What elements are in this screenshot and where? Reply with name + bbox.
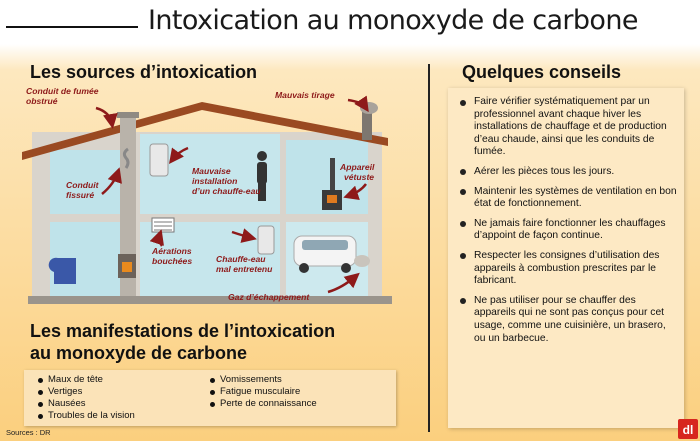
symptom-item: Perte de connaissance [208,398,317,410]
tip-text: Maintenir les systèmes de ventilation en bon état de fonctionnement. [474,185,677,210]
tip-item [460,96,678,159]
tips-box [448,88,684,428]
manifestations-heading-line1: Les manifestations de l’intoxication [30,321,336,341]
label-aerations: Aérations bouchées [152,246,193,266]
symptoms-box [24,370,396,426]
tip-text: Ne jamais faire fonctionner les chauffages d’appoint de façon continue. [474,217,666,242]
tip-text: Aérer les pièces tous les jours. [474,165,615,177]
person-body [257,162,267,184]
label-mauvais-tirage: Mauvais tirage [275,90,335,100]
tip-item [460,186,678,211]
bullet-icon [460,169,466,175]
ground-floor-slab [28,296,392,304]
bullet-icon [460,100,466,106]
conseils-heading: Quelques conseils [462,62,622,82]
tip-item [460,295,678,345]
page-title: Intoxication au monoxyde de carbone [148,5,638,36]
symptom-item: Fatigue musculaire [208,386,317,398]
tip-text: Faire vérifier systématiquement par un professionnel avant chaque hiver les installations de chauffage et de production d’eau chaude, ainsi que les conduits de fumée. [474,96,667,158]
tip-text: Ne pas utiliser pour se chauffer des appareils qui ne sont pas conçus pour cet usage, comme une cuisinière, un brasero, ou un barbecue. [474,294,666,344]
roof-vent [362,112,372,140]
symptoms-column-1 [36,374,135,422]
bullet-icon [460,221,466,227]
stove-pipe [330,158,335,192]
symptoms-column-2 [208,374,317,410]
bullet-icon [460,189,466,195]
tip-item [460,166,678,179]
svg-text:dl: dl [682,423,694,437]
chimney-cap [117,112,139,118]
sources-heading: Les sources d’intoxication [30,62,258,82]
manifestations-heading [30,320,335,364]
tip-item [460,250,678,288]
symptom-item: Maux de tête [36,374,135,386]
symptom-item: Nausées [36,398,135,410]
water-heater-bottom [258,226,274,254]
symptom-item: Vomissements [208,374,317,386]
exhaust-smoke [354,255,370,267]
label-gaz-echappement: Gaz d’échappement [228,292,310,302]
fireplace-fire [122,262,132,272]
label-chauffe-eau: Chauffe-eau mal entretenu [216,254,273,274]
tip-item [460,218,678,243]
bullet-icon [460,298,466,304]
manifestations-heading-line2: au monoxyde de carbone [30,343,248,363]
publisher-logo-icon [678,419,698,439]
label-appareil-vetuste: Appareil vétuste [340,162,375,182]
house-diagram [22,86,422,314]
label-conduit-fissure: Conduit fissuré [66,180,99,200]
column-divider [428,64,430,432]
label-mauvaise-installation: Mauvaise installation d’un chauffe-eau [192,166,261,196]
stove-fire [327,195,337,203]
car-windshield [302,240,348,250]
tip-text: Respecter les consignes d’utilisation des appareils à combustion prescrites par le fabricant. [474,249,660,287]
label-conduit-fumee: Conduit de fumée obstrué [26,86,99,106]
symptom-item: Troubles de la vision [36,410,135,422]
title-rule [6,26,138,28]
person-head [257,151,267,161]
source-note: Sources : DR [6,428,51,437]
bullet-icon [460,253,466,259]
water-heater-top [150,144,168,176]
symptom-item: Vertiges [36,386,135,398]
